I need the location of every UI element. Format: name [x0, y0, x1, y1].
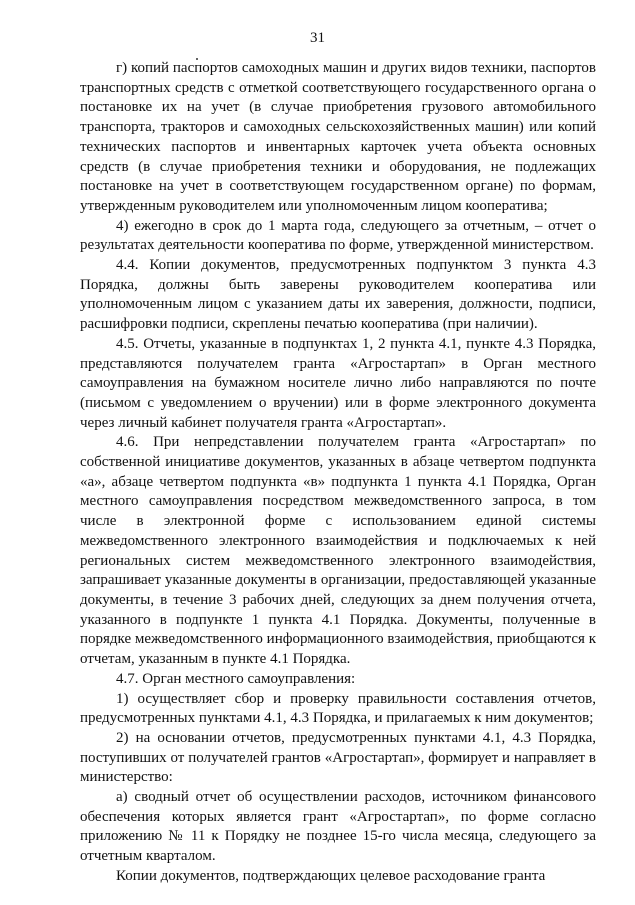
paragraph-4-7-item-1: 1) осуществляет сбор и проверку правильности составления отчетов, предусмотренных пунктами 4.1, 4.3 Порядка, и прилагаемых к ним документов;: [80, 690, 596, 727]
page-number: 31: [310, 30, 325, 46]
paragraph-4-annual-report: 4) ежегодно в срок до 1 марта года, следующего за отчетным, – отчет о результатах деятельности кооператива по форме, утвержденной министерством.: [80, 217, 596, 254]
paragraph-4-4: 4.4. Копии документов, предусмотренных подпунктом 3 пункта 4.3 Порядка, должны быть заверены руководителем кооператива или уполномоченным лицом с указанием даты их заверения, должности, подписи, расшифровки подписи, скреплены печатью кооператива (при наличии).: [80, 257, 596, 333]
paragraph-4-5: 4.5. Отчеты, указанные в подпунктах 1, 2 пункта 4.1, пункте 4.3 Порядка, представляются получателем гранта «Агростартап» в Орган местного самоуправления на бумажном носителе лично либо направляются по почте (письмом с уведомлением о вручении) или в форме электронного документа через личный кабинет получателя гранта «Агростартап».: [80, 335, 596, 431]
paragraph-4-7-item-2: 2) на основании отчетов, предусмотренных пунктами 4.1, 4.3 Порядка, поступивших от получателей грантов «Агростартап», формирует и направляет в министерство:: [80, 729, 596, 786]
paragraph-4-7-item-2a: а) сводный отчет об осуществлении расходов, источником финансового обеспечения которых является грант «Агростартап», по форме согласно приложению № 11 к Порядку не позднее 15-го числа месяца, следующего за отчетным кварталом.: [80, 789, 596, 865]
paragraph-4-7: 4.7. Орган местного самоуправления:: [116, 670, 356, 687]
paragraph-copies-documents: Копии документов, подтверждающих целевое расходование гранта: [116, 867, 546, 884]
document-body: [80, 59, 596, 887]
paragraph-4-6: 4.6. При непредставлении получателем гранта «Агростартап» по собственной инициативе документов, указанных в абзаце четвертом подпункта «а», абзаце четвертом подпункта «в» подпункта 1 пункта 4.1 Порядка, Орган местного самоуправления посредством межведомственного запроса, в том числе в электронной форме с использованием единой системы межведомственного электронного взаимодействия и подключаемых к ней региональных систем межведомственного электронного взаимодействия, запрашивает указанные документы в организации, предоставляющей указанные документы, в течение 3 рабочих дней, следующих за днем получения отчета, указанного в подпункте 1 пункта 4.1 Порядка. Документы, полученные в порядке межведомственного информационного взаимодействия, приобщаются к отчетам, указанным в пункте 4.1 Порядка.: [80, 434, 596, 668]
paragraph-g-copies-passports: г) копий паспортов самоходных машин и других видов техники, паспортов транспортных средств с отметкой соответствующего государственного органа о постановке их на учет (в случае приобретения грузового автомобильного транспорта, тракторов и самоходных сельскохозяйственных машин) или копий технических паспортов и инвентарных карточек учета объекта основных средств (в случае приобретения техники и оборудования, не подлежащих постановке на учет в соответствующем государственном органе) по формам, утвержденным руководителем или уполномоченным лицом кооператива;: [80, 60, 596, 214]
